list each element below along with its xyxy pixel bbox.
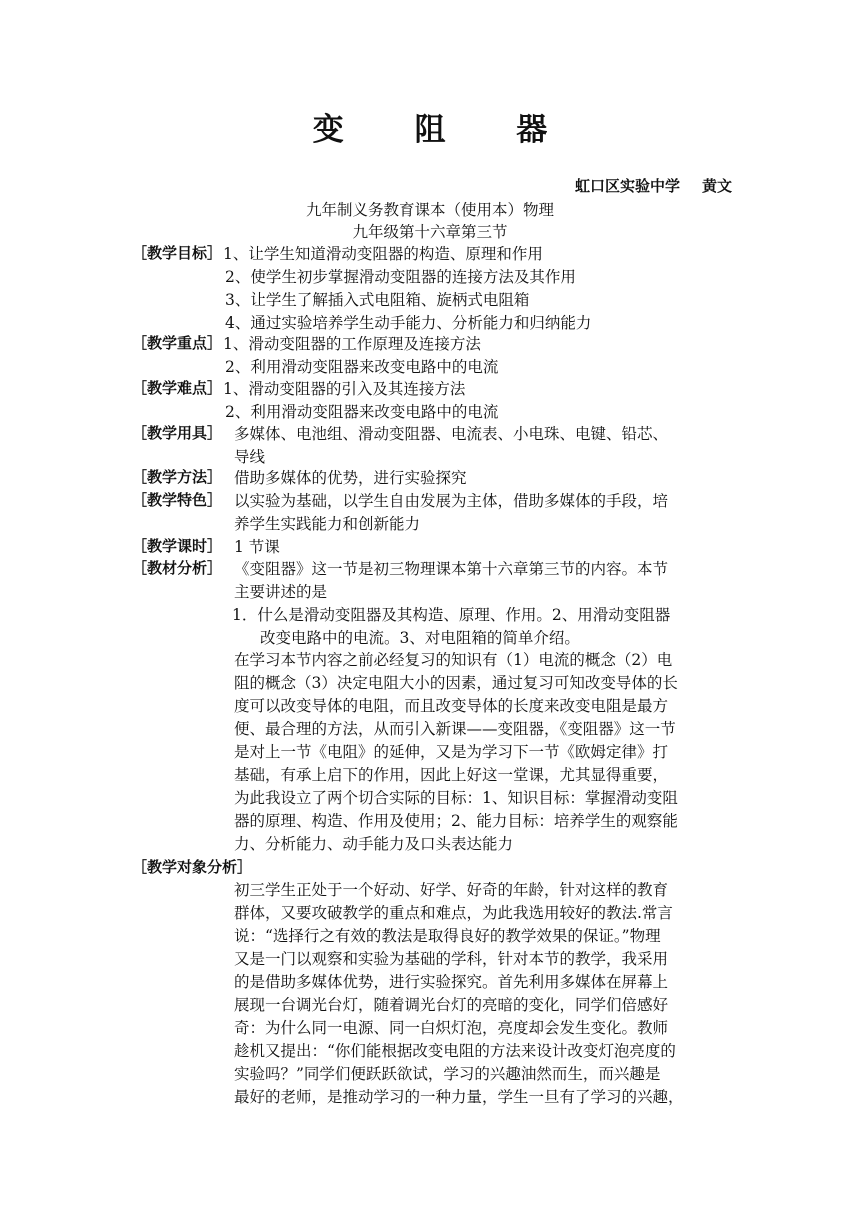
- paragraph-line: 导线: [234, 448, 266, 466]
- list-line: 改变电路中的电流。3、对电阻箱的简单介绍。: [260, 629, 580, 647]
- paragraph-line: 又是一门以观察和实验为基础的学科，针对本节的教学，我采用: [234, 950, 669, 968]
- section-label: ［教学重点］: [132, 334, 223, 352]
- paragraph-line: 多媒体、电池组、滑动变阻器、电流表、小电珠、电键、铅芯、: [234, 425, 669, 443]
- textbook-subtitle: 九年制义务教育课本（使用本）物理: [305, 201, 554, 219]
- section-label: ［教学难点］: [132, 379, 223, 397]
- list-item: 1、滑动变阻器的引入及其连接方法: [223, 380, 466, 398]
- section-label: ［教学对象分析］: [132, 858, 253, 876]
- paragraph-line: 初三学生正处于一个好动、好学、好奇的年龄，针对这样的教育: [234, 881, 669, 899]
- section-label: ［教学课时］: [132, 537, 223, 555]
- paragraph-line: 器的原理、构造、作用及使用；2、能力目标：培养学生的观察能: [234, 812, 678, 830]
- list-item: 2、使学生初步掌握滑动变阻器的连接方法及其作用: [225, 268, 576, 286]
- paragraph-line: 最好的老师，是推动学习的一种力量，学生一旦有了学习的兴趣，: [234, 1088, 684, 1106]
- author-line: [575, 175, 732, 196]
- students-paragraph: [234, 879, 732, 1109]
- paragraph-line: 主要讲述的是: [234, 583, 328, 601]
- document-title: 变 阻 器: [312, 112, 578, 148]
- list-item: 3、让学生了解插入式电阻箱、旋柄式电阻箱: [225, 291, 530, 309]
- paragraph-line: 说：“选择行之有效的教法是取得良好的教学效果的保证。”物理: [234, 927, 661, 945]
- paragraph-line: 为此我设立了两个切合实际的目标：1、知识目标：掌握滑动变阻: [234, 789, 678, 807]
- analysis-paragraph: [234, 649, 732, 856]
- school-name: 虹口区实验中学: [574, 177, 680, 195]
- paragraph-line: 借助多媒体的优势，进行实验探究: [234, 469, 467, 487]
- paragraph-line: 度可以改变导体的电阻，而且改变导体的长度来改变电阻是最方: [234, 697, 669, 715]
- paragraph-line: 实验吗？”同学们便跃跃欲试，学习的兴趣油然而生，而兴趣是: [234, 1065, 661, 1083]
- author-name: 黄文: [701, 177, 732, 195]
- paragraph-line: 阻的概念（3）决定电阻大小的因素，通过复习可知改变导体的长: [234, 674, 678, 692]
- paragraph-line: 展现一台调光台灯，随着调光台灯的亮暗的变化，同学们倍感好: [234, 996, 669, 1014]
- paragraph-line: 《变阻器》这一节是初三物理课本第十六章第三节的内容。本节: [234, 560, 669, 578]
- list-item: 2、利用滑动变阻器来改变电路中的电流: [225, 403, 499, 421]
- paragraph-line: 养学生实践能力和创新能力: [234, 515, 421, 533]
- paragraph-line: 便、最合理的方法，从而引入新课——变阻器，《变阻器》这一节: [234, 720, 676, 738]
- list-item: 4、通过实验培养学生动手能力、分析能力和归纳能力: [225, 314, 592, 332]
- paragraph-line: 1 节课: [234, 538, 280, 556]
- list-item: 1、滑动变阻器的工作原理及连接方法: [223, 335, 481, 353]
- paragraph-line: 力、分析能力、动手能力及口头表达能力: [234, 835, 514, 853]
- paragraph-line: 的是借助多媒体优势，进行实验探究。首先利用多媒体在屏幕上: [234, 973, 669, 991]
- paragraph-line: 群体，又要攻破教学的重点和难点，为此我选用较好的教法.常言: [234, 904, 673, 922]
- list-item: 1、让学生知道滑动变阻器的构造、原理和作用: [223, 245, 543, 263]
- section-label: ［教学方法］: [132, 468, 223, 486]
- section-label: ［教材分析］: [132, 559, 223, 577]
- paragraph-line: 基础，有承上启下的作用，因此上好这一堂课，尤其显得重要，: [234, 766, 669, 784]
- paragraph-line: 是对上一节《电阻》的延伸，又是为学习下一节《欧姆定律》打: [234, 743, 669, 761]
- paragraph-line: 趁机又提出：“你们能根据改变电阻的方法来设计改变灯泡亮度的: [234, 1042, 676, 1060]
- paragraph-line: 在学习本节内容之前必经复习的知识有（1）电流的概念（2）电: [234, 651, 673, 669]
- paragraph-line: 以实验为基础，以学生自由发展为主体，借助多媒体的手段，培: [234, 492, 669, 510]
- chapter-subtitle: 九年级第十六章第三节: [352, 223, 508, 241]
- section-label: ［教学用具］: [132, 424, 223, 442]
- section-label: ［教学特色］: [132, 491, 223, 509]
- section-label: ［教学目标］: [132, 244, 223, 262]
- list-item: 2、利用滑动变阻器来改变电路中的电流: [225, 358, 499, 376]
- list-line: 1．什么是滑动变阻器及其构造、原理、作用。2、用滑动变阻器: [232, 606, 671, 624]
- paragraph-line: 奇：为什么同一电源、同一白炽灯泡，亮度却会发生变化。教师: [234, 1019, 669, 1037]
